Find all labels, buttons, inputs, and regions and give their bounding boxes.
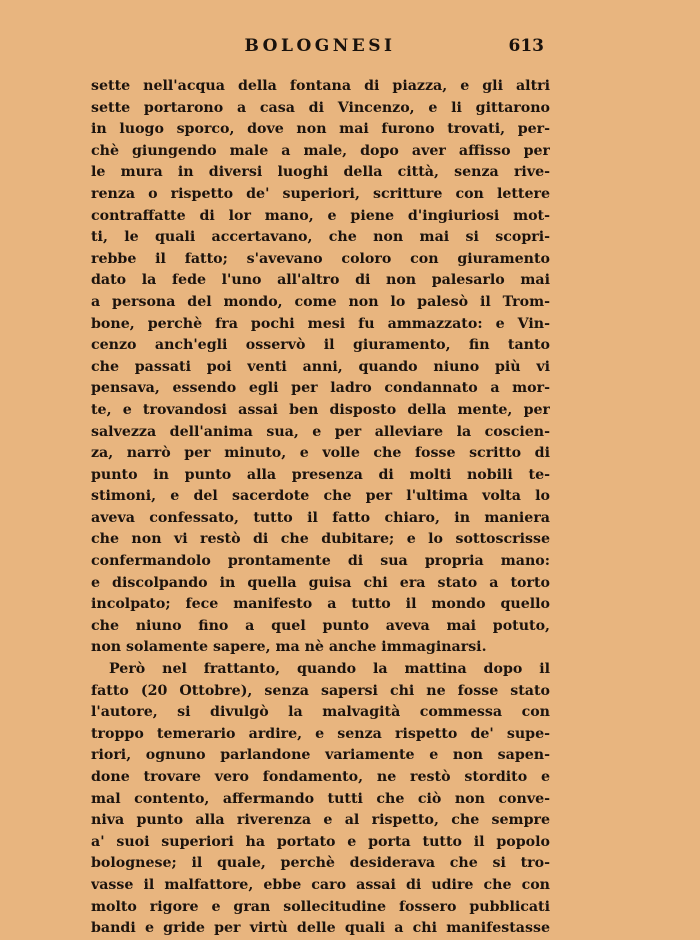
text-line: l'autore, si divulgò la malvagità commessa con <box>91 704 550 721</box>
text-line: done trovare vero fondamento, ne restò stordito e <box>91 769 550 785</box>
running-head <box>90 36 550 62</box>
text-line: bolognese; il quale, perchè desiderava che si tro- <box>91 855 550 872</box>
text-line: confermandolo prontamente di sua propria mano: <box>91 553 550 570</box>
text-line: a persona del mondo, come non lo palesò il Trom- <box>91 293 550 310</box>
text-line: mal contento, affermando tutti che ciò non conve- <box>91 790 550 807</box>
text-line: contraffatte di lor mano, e piene d'ingiuriosi mot- <box>91 207 550 224</box>
text-line: a' suoi superiori ha portato e porta tutto il popolo <box>91 833 550 850</box>
text-line: salvezza dell'anima sua, e per alleviare la coscien- <box>91 423 550 440</box>
text-line: te, e trovandosi assai ben disposto della mente, per <box>91 401 550 418</box>
text-line: fatto (20 Ottobre), senza sapersi chi ne fosse stato <box>91 682 550 699</box>
text-line: che niuno fino a quel punto aveva mai potuto, <box>91 617 550 634</box>
text-line: aveva confessato, tutto il fatto chiaro, in maniera <box>91 509 550 526</box>
page-number: 613 <box>508 36 544 56</box>
text-line: cenzo anch'egli osservò il giuramento, fin tanto <box>91 337 550 354</box>
paragraph-start-line: Però nel frattanto, quando la mattina dopo il <box>109 661 550 678</box>
body-text <box>91 76 550 940</box>
text-line: che passati poi venti anni, quando niuno più vi <box>91 358 550 375</box>
text-line: sette portarono a casa di Vincenzo, e li gittarono <box>91 99 550 116</box>
text-line: le mura in diversi luoghi della città, senza rive- <box>91 164 550 181</box>
text-line: in luogo sporco, dove non mai furono trovati, per- <box>91 121 550 138</box>
text-line: punto in punto alla presenza di molti nobili te- <box>91 466 550 483</box>
text-line: molto rigore e gran sollecitudine fossero pubblicati <box>91 898 550 915</box>
text-line: incolpato; fece manifesto a tutto il mondo quello <box>91 596 550 613</box>
text-line: ti, le quali accertavano, che non mai si scopri- <box>91 229 550 246</box>
text-line: vasse il malfattore, ebbe caro assai di udire che con <box>91 876 550 893</box>
running-title: BOLOGNESI <box>244 36 396 56</box>
text-line: dato la fede l'uno all'altro di non palesarlo mai <box>91 272 550 289</box>
paragraph-end-line: non solamente sapere, ma nè anche immaginarsi. <box>91 639 487 656</box>
text-line: sette nell'acqua della fontana di piazza, e gli altri <box>91 78 550 94</box>
text-line: e discolpando in quella guisa chi era stato a torto <box>91 574 550 591</box>
text-line: bandi e gride per virtù delle quali a chi manifestasse <box>91 920 550 937</box>
text-line: za, narrò per minuto, e volle che fosse scritto di <box>91 445 550 462</box>
text-line: renza o rispetto de' superiori, scritture con lettere <box>91 185 550 202</box>
text-line: chè giungendo male a male, dopo aver affisso per <box>91 142 550 159</box>
text-line: rebbe il fatto; s'avevano coloro con giuramento <box>91 250 550 267</box>
text-line: riori, ognuno parlandone variamente e non sapen- <box>91 747 550 764</box>
text-line: niva punto alla riverenza e al rispetto, che sempre <box>91 812 550 829</box>
text-line: pensava, essendo egli per ladro condannato a mor- <box>91 380 550 397</box>
text-line: troppo temerario ardire, e senza rispetto de' supe- <box>91 725 550 742</box>
text-line: che non vi restò di che dubitare; e lo sottoscrisse <box>91 531 550 548</box>
text-line: bone, perchè fra pochi mesi fu ammazzato: e Vin- <box>91 315 550 332</box>
text-line: stimoni, e del sacerdote che per l'ultima volta lo <box>91 488 550 505</box>
